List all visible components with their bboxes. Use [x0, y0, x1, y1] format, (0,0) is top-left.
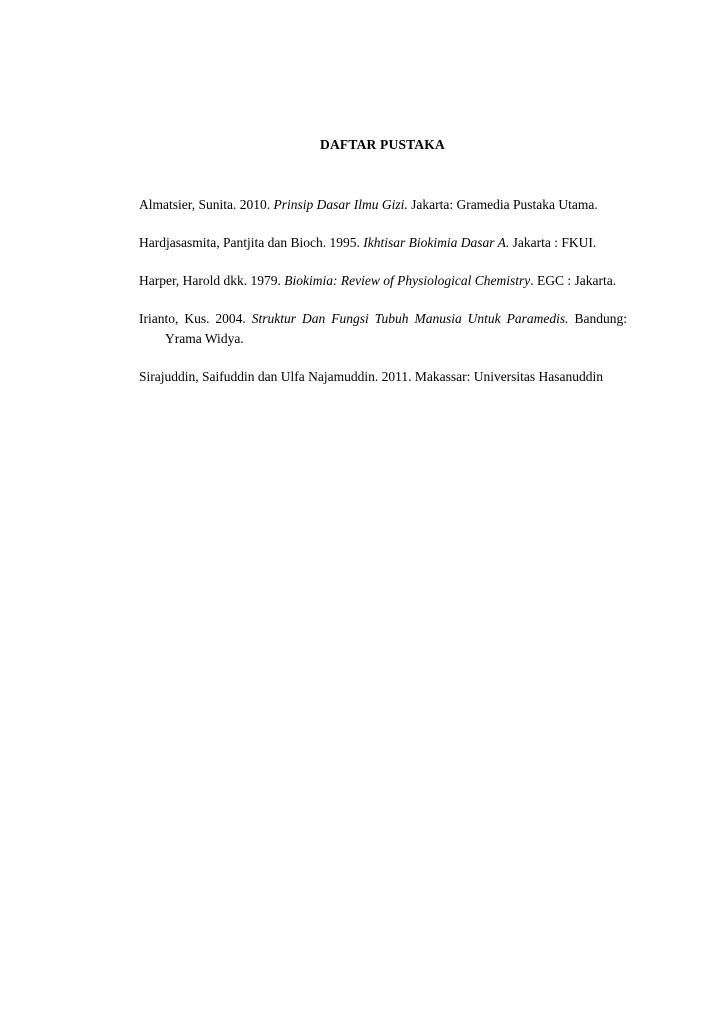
reference-list [139, 195, 627, 405]
reference-author-year: Irianto, Kus. 2004. [139, 311, 252, 326]
page-title: DAFTAR PUSTAKA [320, 137, 445, 152]
reference-author-year: Harper, Harold dkk. 1979. [139, 273, 285, 288]
reference-title: Ikhtisar Biokimia Dasar A. [363, 235, 510, 250]
reference-publisher: Jakarta : FKUI. [509, 235, 597, 250]
reference-publisher: . EGC : Jakarta. [530, 273, 617, 288]
reference-title: Struktur Dan Fungsi Tubuh Manusia Untuk Paramedis. [251, 311, 569, 326]
reference-title: Prinsip Dasar Ilmu Gizi. [273, 197, 408, 212]
reference-item [139, 367, 627, 387]
reference-author-year: Hardjasasmita, Pantjita dan Bioch. 1995. [139, 235, 364, 250]
reference-author-year: Almatsier, Sunita. 2010. [139, 197, 274, 212]
reference-item [139, 309, 627, 349]
reference-publisher: Jakarta: Gramedia Pustaka Utama. [407, 197, 598, 212]
reference-item [139, 233, 627, 253]
reference-publisher: Bandung: Yrama Widya. [165, 311, 627, 346]
reference-author-year: Sirajuddin, Saifuddin dan Ulfa Najamuddin. 2011. Makassar: Universitas Hasanuddin [139, 369, 604, 384]
reference-item [139, 195, 627, 215]
reference-title: Biokimia: Review of Physiological Chemistry [284, 273, 531, 288]
reference-item [139, 271, 627, 291]
